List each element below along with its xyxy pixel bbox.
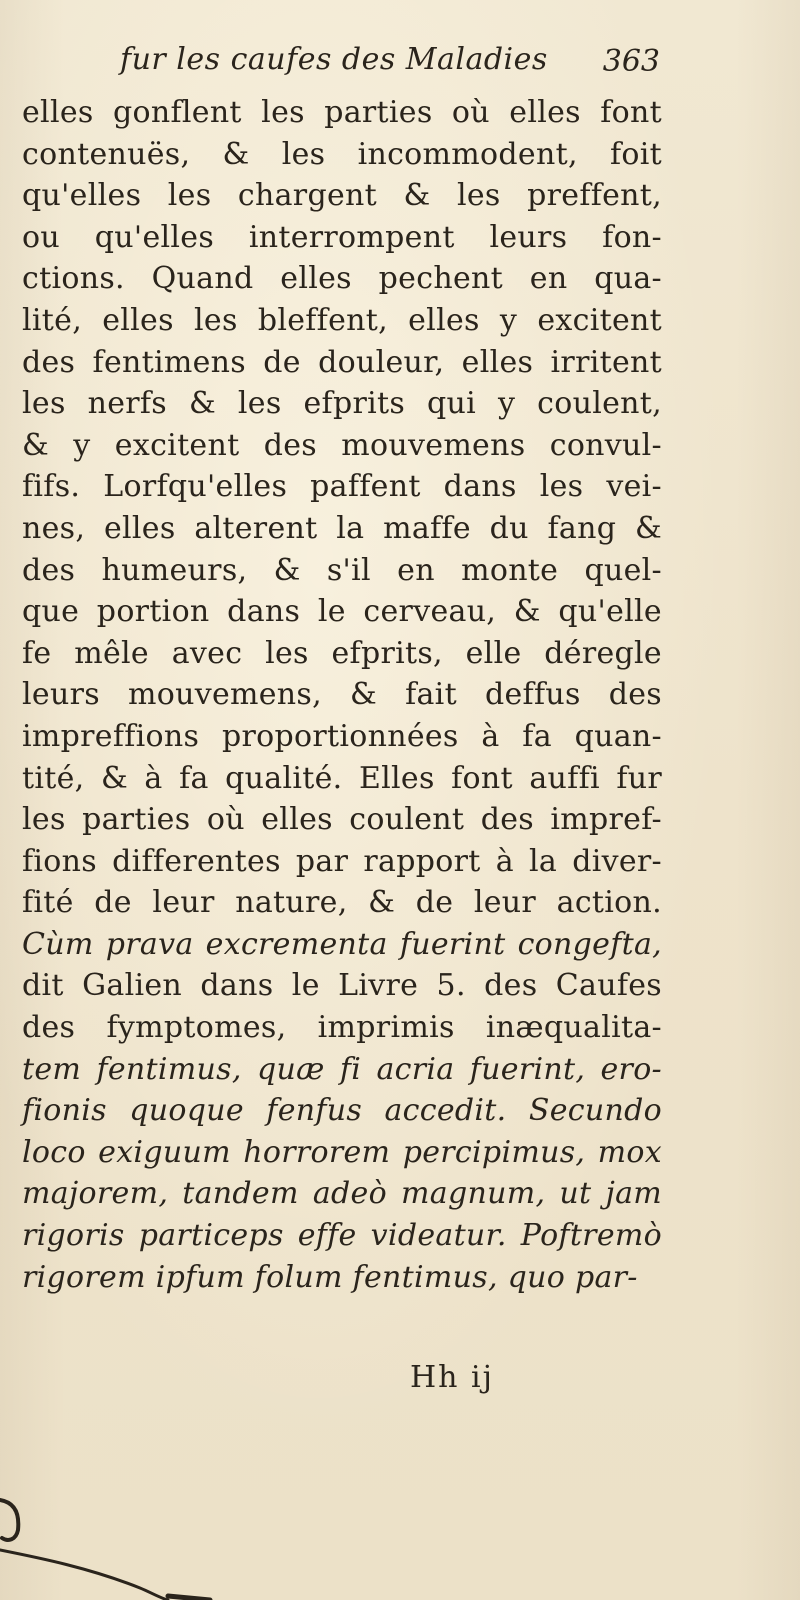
text-line: elles gonflent les parties où elles font — [22, 95, 662, 130]
text-line: fité de leur nature, & de leur action. — [22, 885, 662, 921]
text-line: fionis quoque fenfus accedit. Secundo — [22, 1093, 662, 1129]
page-header — [120, 42, 660, 88]
text-line: nes, elles alterent la maffe du fang & — [22, 510, 662, 546]
ink-stroke-mark — [0, 1440, 240, 1600]
running-title: fur les caufes des Maladies — [120, 42, 548, 77]
text-line: fifs. Lorfqu'elles paffent dans les vei- — [22, 469, 662, 505]
page-number: 363 — [602, 44, 660, 79]
text-line: tité, & à fa qualité. Elles font auffi fur — [22, 760, 662, 796]
text-line: qu'elles les chargent & les preffent, — [22, 178, 662, 214]
text-line: que portion dans le cerveau, & qu'elle — [22, 594, 662, 630]
text-line: & y excitent des mouvemens convul- — [22, 427, 662, 463]
text-line: fions differentes par rapport à la diver- — [22, 843, 662, 879]
text-line: des fymptomes, imprimis inæqualita- — [22, 1010, 662, 1046]
text-line: dit Galien dans le Livre 5. des Caufes — [22, 968, 662, 1004]
text-line: Cùm prava excrementa fuerint congefta, — [22, 926, 662, 962]
text-line: lité, elles les bleffent, elles y excitent — [22, 302, 662, 338]
text-line: majorem, tandem adeò magnum, ut jam — [22, 1176, 662, 1212]
text-line: rigorem ipfum folum fentimus, quo par- — [22, 1259, 638, 1295]
signature-mark: Hh ij — [410, 1360, 494, 1395]
text-line: loco exiguum horrorem percipimus, mox — [22, 1134, 662, 1170]
text-line: des fentimens de douleur, elles irritent — [22, 344, 662, 380]
text-line: ou qu'elles interrompent leurs fon- — [22, 219, 662, 255]
text-line: fe mêle avec les efprits, elle déregle — [22, 635, 662, 671]
body-text — [22, 92, 662, 1298]
text-line: rigoris particeps effe videatur. Poftremò — [22, 1218, 662, 1254]
text-line: tem fentimus, quæ fi acria fuerint, ero- — [22, 1051, 662, 1087]
text-line: leurs mouvemens, & fait deffus des — [22, 677, 662, 713]
text-line: impreffions proportionnées à fa quan- — [22, 718, 662, 754]
text-line: les parties où elles coulent des impref- — [22, 802, 662, 838]
text-line: les nerfs & les efprits qui y coulent, — [22, 386, 662, 422]
text-line: des humeurs, & s'il en monte quel- — [22, 552, 662, 588]
text-line: ctions. Quand elles pechent en qua- — [22, 261, 662, 297]
text-line: contenuës, & les incommodent, foit — [22, 136, 662, 172]
